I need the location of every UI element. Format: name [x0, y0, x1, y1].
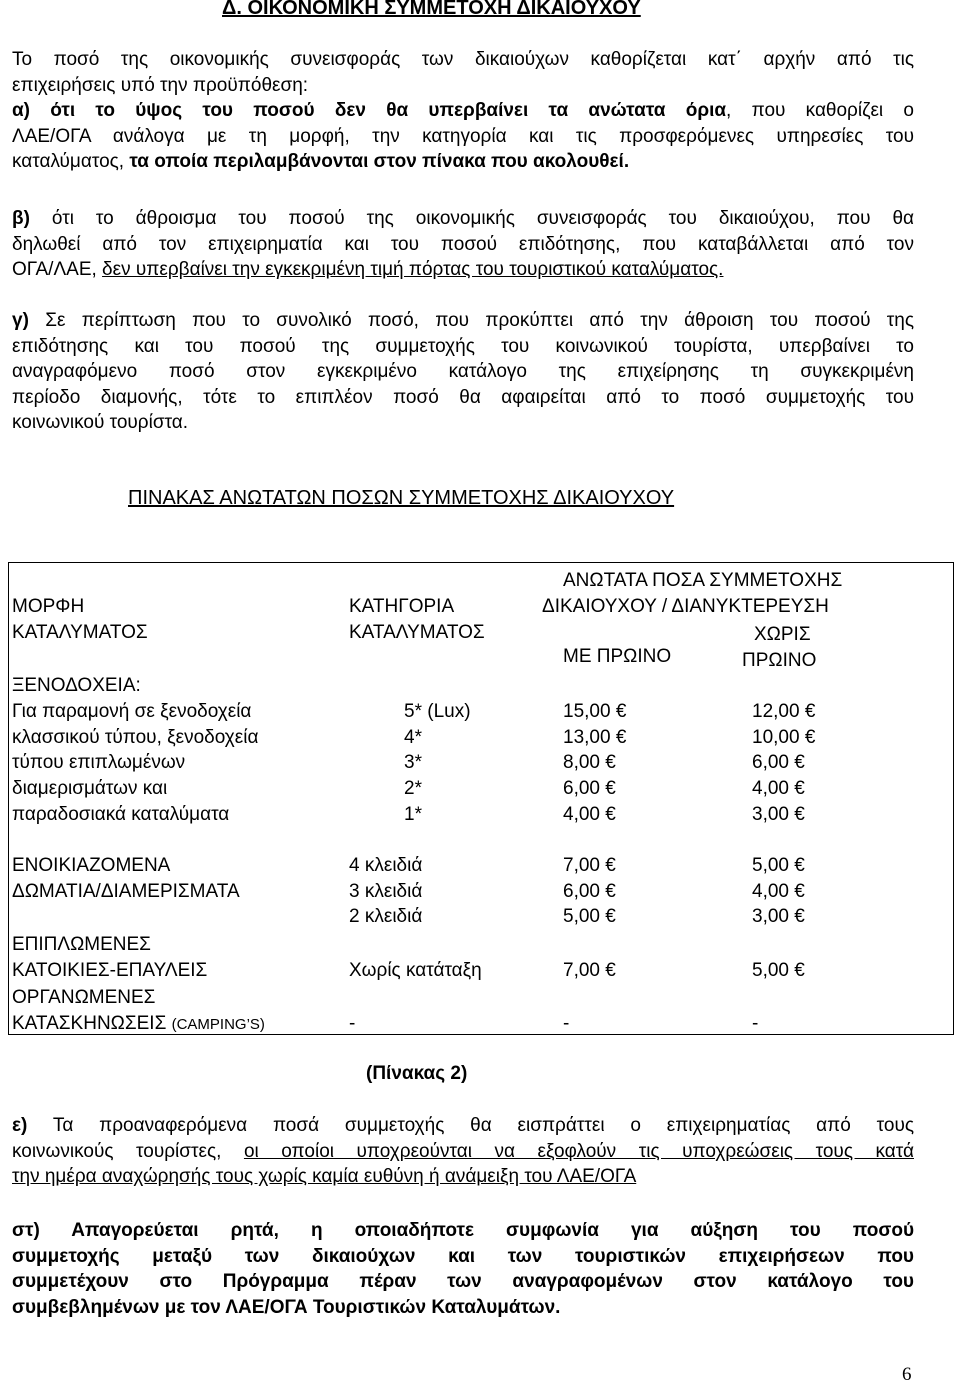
- point-e-line-2-underline: οι οποίοι υποχρεούνται να εξοφλούν τις υποχρεώσεις τους κατά: [243, 1140, 914, 1162]
- hotels-categories: [404, 699, 471, 828]
- hotel-price-with: 4,00 €: [563, 803, 616, 825]
- point-b-line-1-text: ότι το άθροισμα του ποσού της οικονομικής συνεισφοράς του δικαιούχου, που θα: [51, 208, 915, 229]
- camping-price-without: -: [752, 1013, 759, 1034]
- hotels-desc-line: παραδοσιακά καταλύματα: [12, 803, 230, 825]
- header-group-line-2: ΔΙΚΑΙΟΥΧΟΥ / ΔΙΑΝΥΚΤΕΡΕΥΣΗ: [542, 596, 829, 617]
- point-e-line-3: την ημέρα αναχώρησής τους χωρίς καμία ευθύνη ή ανάμειξη του ΛΑΕ/ΟΓΑ: [12, 1166, 637, 1187]
- hotel-price-with: 15,00 €: [563, 701, 627, 722]
- room-price-without: 4,00 €: [752, 880, 805, 902]
- hotel-category: 5* (Lux): [404, 701, 471, 722]
- intro-line-2: επιχειρήσεις υπό την προϋπόθεση:: [12, 74, 309, 96]
- hotel-category: 4*: [404, 726, 422, 748]
- point-a-line-1: [12, 98, 914, 124]
- header-category-line-1: ΚΑΤΗΓΟΡΙΑ: [349, 596, 455, 617]
- rooms-title-line-2: ΔΩΜΑΤΙΑ/ΔΙΑΜΕΡΙΣΜΑΤΑ: [12, 880, 240, 902]
- point-b-paragraph: [12, 206, 914, 283]
- point-b-line-3-plain: ΟΓΑ/ΛΑΕ,: [12, 259, 103, 280]
- hotel-price-without: 4,00 €: [752, 778, 805, 800]
- villas-title: [12, 932, 207, 983]
- villas-price-without: 5,00 €: [752, 960, 805, 981]
- header-with-breakfast: ΜΕ ΠΡΩΙΝΟ: [563, 646, 672, 667]
- point-c-line-5: κοινωνικού τουρίστα.: [12, 412, 189, 433]
- table-caption: (Πίνακας 2): [366, 1063, 468, 1084]
- hotel-category: 1*: [404, 803, 422, 825]
- hotels-desc-line: Για παραμονή σε ξενοδοχεία: [12, 701, 252, 722]
- header-category-line-2: ΚΑΤΑΛΥΜΑΤΟΣ: [349, 622, 485, 643]
- point-e-paragraph: [12, 1113, 914, 1190]
- camping-title-small: (CAMPING’S): [171, 1016, 265, 1033]
- intro-line-1: Το ποσό της οικονομικής συνεισφοράς των δικαιούχων καθορίζεται κατ΄ αρχήν από τις: [12, 49, 914, 70]
- villas-title-line-2: ΚΑΤΟΙΚΙΕΣ-ΕΠΑΥΛΕΙΣ: [12, 959, 208, 981]
- page-number: 6: [902, 1364, 912, 1385]
- hotel-price-with: 6,00 €: [563, 778, 616, 800]
- camping-price-with: -: [563, 1013, 570, 1034]
- hotel-price-with: 8,00 €: [563, 752, 616, 774]
- camping-title-line-2: [12, 1011, 265, 1038]
- point-st-label: στ): [12, 1220, 40, 1241]
- point-b-line-1: [12, 206, 914, 232]
- point-c-line-3: αναγραφόμενο ποσό στον εγκεκριμένο κατάλογο της επιχείρησης τη συγκεκριμένη: [12, 361, 914, 382]
- point-c-line-1-text: Σε περίπτωση που το συνολικό ποσό, που προκύπτει από την άθροιση του ποσού της: [45, 310, 915, 331]
- intro-paragraph: [12, 47, 914, 98]
- hotel-price-without: 6,00 €: [752, 752, 805, 774]
- point-a-line-1-rest: , που καθορίζει ο: [726, 100, 915, 121]
- point-e-line-2: [12, 1139, 914, 1165]
- hotel-price-with: 13,00 €: [563, 726, 627, 748]
- point-b-label: β): [12, 208, 30, 229]
- rooms-title: [12, 853, 240, 904]
- hotels-desc-line: διαμερισμάτων και: [12, 778, 168, 800]
- camping-title-main: ΚΑΤΑΣΚΗΝΩΣΕΙΣ: [12, 1013, 167, 1034]
- rooms-title-line-1: ΕΝΟΙΚΙΑΖΟΜΕΝΑ: [12, 855, 171, 876]
- hotel-price-without: 3,00 €: [752, 803, 805, 825]
- point-e-line-1-text: Τα προαναφερόμενα ποσά συμμετοχής θα εισπράττει ο επιχειρηματίας από τους: [52, 1115, 914, 1136]
- point-e-line-2-plain: κοινωνικούς τουρίστες,: [12, 1140, 244, 1162]
- header-without-breakfast-line-1: ΧΩΡΙΣ: [754, 624, 811, 645]
- camping-category: -: [349, 1013, 356, 1034]
- hotel-category: 3*: [404, 752, 422, 774]
- point-st-line-2: συμμετοχής μεταξύ των δικαιούχων και των τουριστικών επιχειρήσεων που: [12, 1245, 914, 1267]
- hotels-desc-line: τύπου επιπλωμένων: [12, 752, 186, 774]
- section-title: Δ. ΟΙΚΟΝΟΜΙΚΗ ΣΥΜΜΕΤΟΧΗ ΔΙΚΑΙΟΥΧΟΥ: [222, 0, 641, 19]
- header-form-line-2: ΚΑΤΑΛΥΜΑΤΟΣ: [12, 622, 148, 643]
- room-price-with: 5,00 €: [563, 906, 616, 928]
- point-a-line-3: [12, 149, 914, 175]
- rooms-without-breakfast: [752, 853, 805, 930]
- hotel-price-without: 12,00 €: [752, 701, 816, 722]
- point-e-label: ε): [12, 1115, 28, 1136]
- point-c-line-2: επιδότησης και του ποσού της συμμετοχής του κοινωνικού τουρίστα, υπερβαίνει το: [12, 335, 914, 357]
- hotels-desc: [12, 699, 258, 828]
- villas-category: Χωρίς κατάταξη: [349, 960, 482, 981]
- point-st-line-1-text: Απαγορεύεται ρητά, η οποιαδήποτε συμφωνία για αύξηση του ποσού: [71, 1220, 915, 1241]
- point-a-paragraph: [12, 98, 914, 175]
- hotels-with-breakfast: [563, 699, 626, 828]
- hotels-without-breakfast: [752, 699, 815, 828]
- point-st-line-1: [12, 1218, 914, 1244]
- point-a-label: α): [12, 100, 31, 121]
- point-st-line-4: συμβεβλημένων με τον ΛΑΕ/ΟΓΑ Τουριστικών Καταλυμάτων.: [12, 1296, 561, 1318]
- room-category: 2 κλειδιά: [349, 906, 423, 928]
- header-form-line-1: ΜΟΡΦΗ: [12, 596, 85, 617]
- room-price-with: 6,00 €: [563, 880, 616, 902]
- point-e-line-1: [12, 1113, 914, 1139]
- hotel-category: 2*: [404, 778, 422, 800]
- point-st-line-3: συμμετέχουν στο Πρόγραμμα πέραν των αναγραφομένων στον κατάλογο του: [12, 1271, 914, 1292]
- point-st-paragraph: [12, 1218, 914, 1320]
- point-b-line-3: [12, 257, 914, 283]
- room-category: 4 κλειδιά: [349, 855, 423, 876]
- rooms-categories: [349, 853, 422, 930]
- point-a-bold-text: ότι το ύψος του ποσού δεν θα υπερβαίνει τα ανώτατα όρια: [50, 100, 727, 121]
- hotel-price-without: 10,00 €: [752, 726, 816, 748]
- room-price-without: 5,00 €: [752, 855, 805, 876]
- point-a-line-3-bold: τα οποία περιλαμβάνονται στον πίνακα που ακολουθεί.: [129, 151, 630, 172]
- point-c-line-1: [12, 308, 914, 334]
- point-a-line-2: ΛΑΕ/ΟΓΑ ανάλογα με τη μορφή, την κατηγορία και τις προσφερόμενες υπηρεσίες του: [12, 125, 914, 147]
- table-title: ΠΙΝΑΚΑΣ ΑΝΩΤΑΤΩΝ ΠΟΣΩΝ ΣΥΜΜΕΤΟΧΗΣ ΔΙΚΑΙΟΥΧΟΥ: [128, 487, 675, 509]
- point-c-label: γ): [12, 310, 29, 331]
- rooms-with-breakfast: [563, 853, 616, 930]
- hotels-title: ΞΕΝΟΔΟΧΕΙΑ:: [12, 675, 141, 696]
- hotels-desc-line: κλασσικού τύπου, ξενοδοχεία: [12, 726, 259, 748]
- header-without-breakfast-line-2: ΠΡΩΙΝΟ: [742, 650, 817, 671]
- room-price-without: 3,00 €: [752, 906, 805, 928]
- point-b-line-2: δηλωθεί από τον επιχειρηματία και του ποσού επιδότησης, που καταβάλλεται από τον: [12, 233, 914, 255]
- room-price-with: 7,00 €: [563, 855, 616, 876]
- villas-price-with: 7,00 €: [563, 960, 616, 981]
- header-group-line-1: ΑΝΩΤΑΤΑ ΠΟΣΑ ΣΥΜΜΕΤΟΧΗΣ: [563, 570, 843, 591]
- point-c-paragraph: [12, 308, 914, 436]
- point-c-line-4: περίοδο διαμονής, τότε το επιπλέον ποσό θα αφαιρείται από το ποσό συμμετοχής του: [12, 386, 914, 408]
- camping-title-line-1: ΟΡΓΑΝΩΜΕΝΕΣ: [12, 987, 156, 1008]
- room-category: 3 κλειδιά: [349, 880, 423, 902]
- point-b-line-3-underline: δεν υπερβαίνει την εγκεκριμένη τιμή πόρτας του τουριστικού καταλύματος.: [102, 259, 724, 280]
- point-a-line-3-plain: καταλύματος,: [12, 151, 130, 172]
- villas-title-line-1: ΕΠΙΠΛΩΜΕΝΕΣ: [12, 934, 151, 955]
